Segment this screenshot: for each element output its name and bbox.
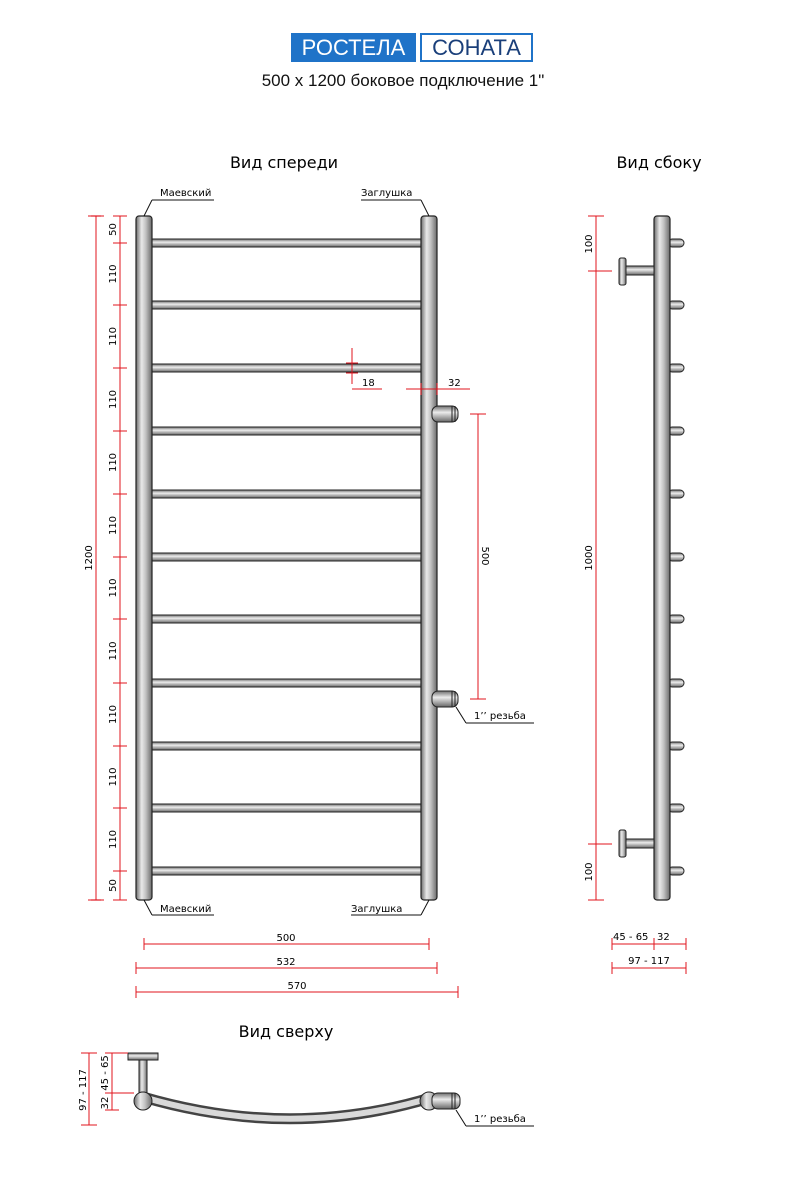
dim-top-wall: 45 - 65 (100, 1055, 111, 1091)
brand-sonata: СОНАТА (420, 33, 533, 62)
label-maevsky-bottom: Маевский (160, 904, 212, 915)
dim-spacing-label: 110 (108, 264, 119, 284)
label-thread-top: 1’’ резьба (474, 1114, 526, 1125)
callout-plug-top (361, 200, 429, 216)
front-spacing-chain (108, 216, 127, 900)
label-plug-top: Заглушка (361, 188, 413, 199)
front-rung (146, 301, 426, 309)
right-riser-pipe (421, 216, 437, 900)
side-upper-bracket (619, 258, 654, 285)
front-rung (146, 742, 426, 750)
front-rungs (146, 239, 426, 875)
dim-width-532: 532 (276, 957, 296, 968)
dim-side-top: 100 (584, 234, 595, 254)
front-rung (146, 867, 426, 875)
dim-top-gap: 32 (100, 1096, 111, 1110)
dim-spacing-label: 110 (108, 829, 119, 850)
label-thread-front: 1’’ резьба (474, 711, 526, 722)
top-view-left-pipe (134, 1092, 152, 1110)
label-maevsky-top: Маевский (160, 188, 212, 199)
left-riser-pipe (136, 216, 152, 900)
dim-rung-diameter: 18 (362, 378, 375, 389)
front-rung (146, 490, 426, 498)
upper-thread-fitting (432, 406, 458, 422)
front-rung (146, 804, 426, 812)
dim-side-middle: 1000 (584, 545, 595, 571)
dim-pipe-gap: 32 (448, 378, 461, 389)
dim-top-total: 97 - 117 (78, 1069, 89, 1111)
dim-width-500: 500 (276, 933, 296, 944)
top-view-thread-fitting (432, 1093, 460, 1109)
dim-side-gap: 32 (657, 932, 670, 943)
dim-spacing-label: 110 (108, 515, 119, 536)
top-view-bracket (128, 1053, 158, 1096)
front-rung (146, 427, 426, 435)
brand-rostela: РОСТЕЛА (291, 33, 416, 62)
dim-side-wall-range: 45 - 65 (613, 932, 649, 943)
side-lower-bracket (619, 830, 654, 857)
front-rung (146, 615, 426, 623)
dim-width-570: 570 (287, 981, 307, 992)
lower-thread-fitting (432, 691, 458, 707)
front-rung (146, 553, 426, 561)
dim-connection-distance: 500 (479, 546, 490, 566)
label-plug-bottom: Заглушка (351, 904, 403, 915)
dim-spacing-label: 50 (108, 223, 119, 236)
dim-spacing-label: 110 (108, 578, 119, 598)
dim-spacing-label: 110 (108, 452, 119, 473)
dim-side-bottom: 100 (584, 862, 595, 882)
front-view-title: Вид спереди (229, 153, 339, 172)
dim-spacing-label: 110 (108, 389, 119, 410)
dim-spacing-label: 50 (108, 879, 119, 892)
side-riser-pipe (654, 216, 670, 900)
front-rung (146, 679, 426, 687)
dim-spacing-label: 110 (108, 326, 119, 347)
dim-spacing-label: 110 (108, 641, 119, 661)
front-rung (146, 364, 426, 372)
product-subtitle: 500 x 1200 боковое подключение 1" (261, 71, 545, 90)
dim-side-total: 97 - 117 (628, 956, 670, 967)
top-view-title: Вид сверху (238, 1022, 334, 1041)
side-view-title: Вид сбоку (616, 153, 702, 172)
front-rung (146, 239, 426, 247)
callout-maevsky-top (144, 200, 214, 216)
dim-spacing-label: 110 (108, 704, 119, 725)
dim-overall-height: 1200 (84, 545, 95, 571)
dim-spacing-label: 110 (108, 767, 119, 787)
